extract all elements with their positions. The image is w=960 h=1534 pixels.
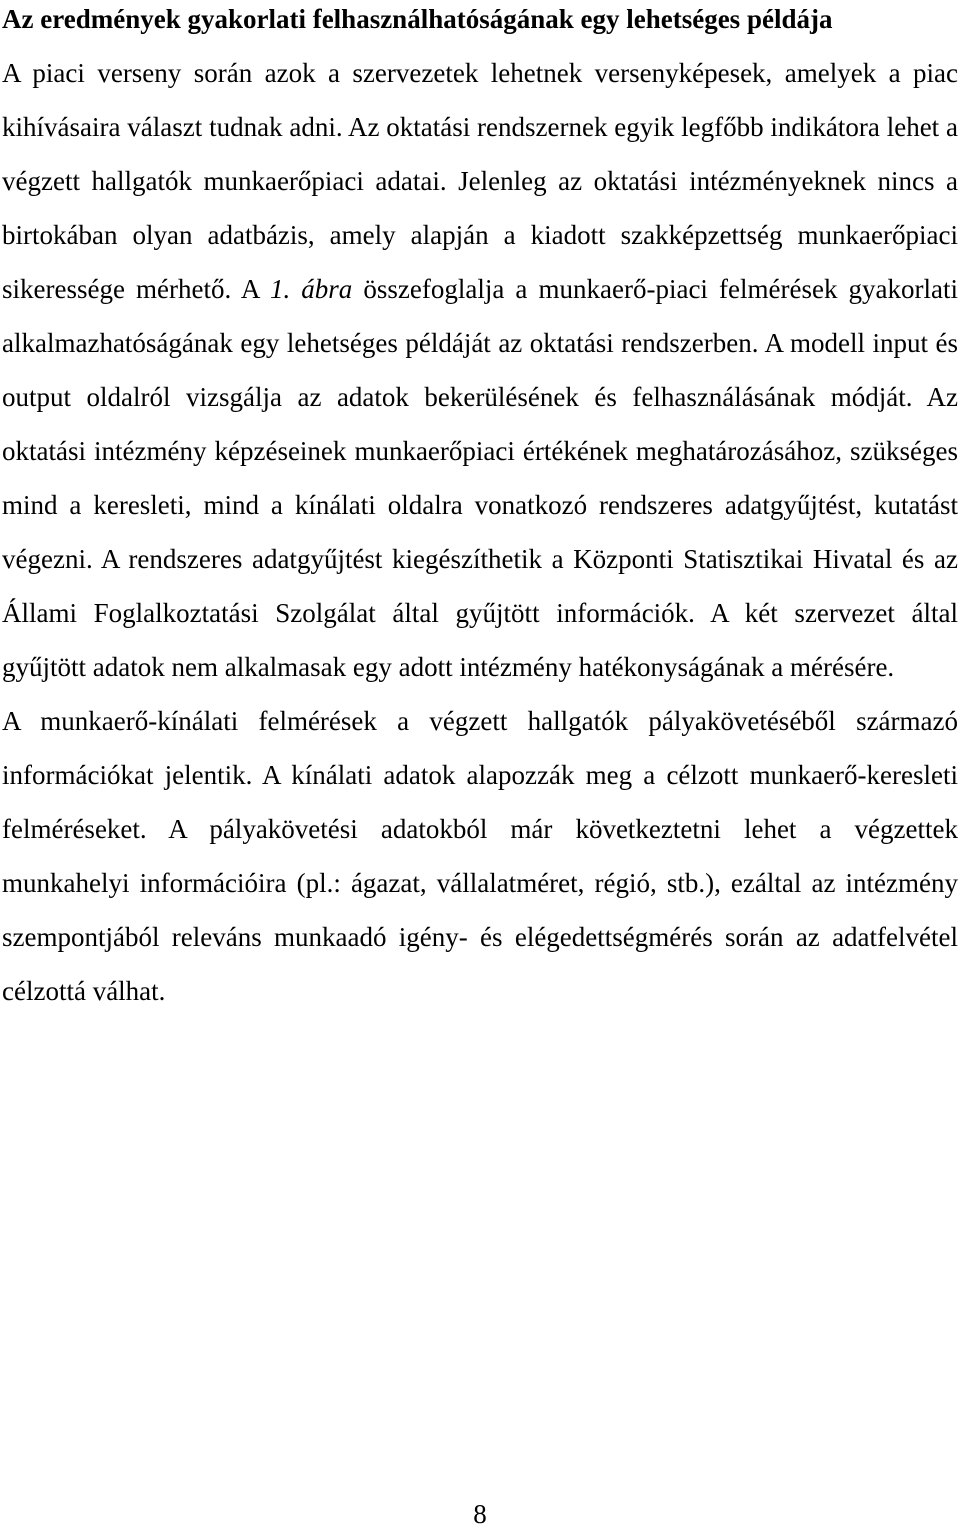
section-heading: Az eredmények gyakorlati felhasználhatóságának egy lehetséges példája (2, 4, 833, 34)
document-body (2, 0, 958, 1018)
paragraph-intro (2, 46, 958, 694)
page-number: 8 (473, 1499, 487, 1529)
paragraph-intro-text-2: összefoglalja a munkaerő-piaci felmérések gyakorlati alkalmazhatóságának egy lehetséges példáját az oktatási rendszerben. A modell input és output oldalról vizsgálja az adatok bekerülésének és felhasználásának módját. Az oktatási intézmény képzéseinek munkaerőpiaci értékének meghatározásához, szükséges mind a keresleti, mind a kínálati oldalra vonatkozó rendszeres adatgyűjtést, kutatást végezni. A rendszeres adatgyűjtést kiegészíthetik a Központi Statisztikai Hivatal és az Állami Foglalkoztatási Szolgálat által gyűjtött információk. A két szervezet által gyűjtött adatok nem alkalmasak egy adott intézmény hatékonyságának a mérésére. (2, 274, 958, 682)
figure-reference: 1. ábra (269, 274, 353, 304)
paragraph-supply-surveys: A munkaerő-kínálati felmérések a végzett hallgatók pályakövetéséből származó információkat jelentik. A kínálati adatok alapozzák meg a célzott munkaerő-keresleti felméréseket. A pályakövetési adatokból már következtetni lehet a végzettek munkahelyi információira (pl.: ágazat, vállalatméret, régió, stb.), ezáltal az intézmény szempontjából releváns munkaadó igény- és elégedettségmérés során az adatfelvétel célzottá válhat. (2, 706, 958, 1006)
paragraph-intro-text-1: A piaci verseny során azok a szervezetek lehetnek versenyképesek, amelyek a piac kihívásaira választ tudnak adni. Az oktatási rendszernek egyik legfőbb indikátora lehet a végzett hallgatók munkaerőpiaci adatai. Jelenleg az oktatási intézményeknek nincs a birtokában olyan adatbázis, amely alapján a kiadott szakképzettség munkaerőpiaci sikeressége mérhető. A (2, 58, 958, 304)
